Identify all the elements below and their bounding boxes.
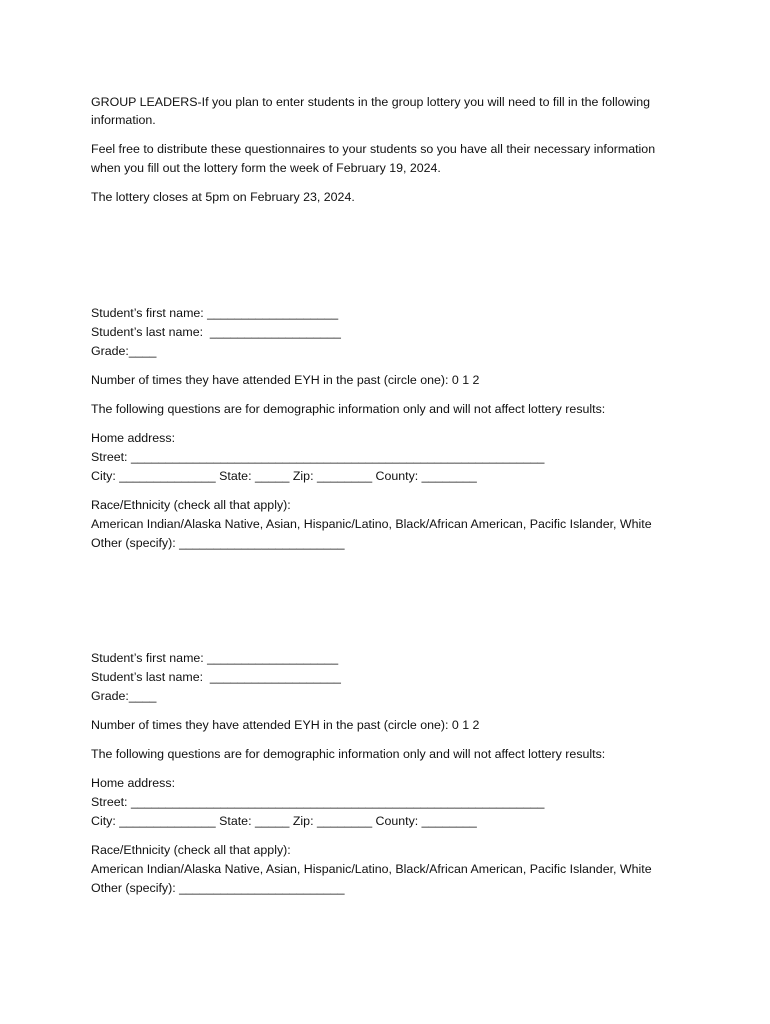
form2-home-address-label: Home address: <box>91 776 176 790</box>
intro-group-leaders-line: GROUP LEADERS-If you plan to enter students in the group lottery you will need to fill in the following <box>91 95 651 109</box>
form1-race-options: American Indian/Alaska Native, Asian, Hispanic/Latino, Black/African American, Pacific Islander, White <box>91 517 652 531</box>
form1-grade-field[interactable]: Grade:____ <box>91 344 157 358</box>
form1-demographic-note: The following questions are for demographic information only and will not affect lottery results: <box>91 402 606 416</box>
form2-city-state-zip-county-field[interactable]: City: ______________ State: _____ Zip: ________ County: ________ <box>91 814 477 828</box>
form2-last-name-field[interactable]: Student’s last name: ___________________ <box>91 670 341 684</box>
form1-race-heading: Race/Ethnicity (check all that apply): <box>91 498 291 512</box>
form2-race-heading: Race/Ethnicity (check all that apply): <box>91 843 291 857</box>
form2-other-field[interactable]: Other (specify): ________________________ <box>91 881 345 895</box>
form2-street-field[interactable]: Street: ____________________________________________________________ <box>91 795 545 809</box>
intro-lottery-closes: The lottery closes at 5pm on February 23, 2024. <box>91 190 355 204</box>
form2-first-name-field[interactable]: Student’s first name: ___________________ <box>91 651 339 665</box>
form1-city-state-zip-county-field[interactable]: City: ______________ State: _____ Zip: ________ County: ________ <box>91 469 477 483</box>
form2-grade-field[interactable]: Grade:____ <box>91 689 157 703</box>
form1-other-field[interactable]: Other (specify): ________________________ <box>91 536 345 550</box>
form2-race-options: American Indian/Alaska Native, Asian, Hispanic/Latino, Black/African American, Pacific Islander, White <box>91 862 652 876</box>
intro-group-leaders-line-cont: information. <box>91 113 156 127</box>
form1-last-name-field[interactable]: Student’s last name: ___________________ <box>91 325 341 339</box>
form2-demographic-note: The following questions are for demographic information only and will not affect lottery results: <box>91 747 606 761</box>
form1-attended-question: Number of times they have attended EYH in the past (circle one): 0 1 2 <box>91 373 480 387</box>
form1-street-field[interactable]: Street: ____________________________________________________________ <box>91 450 545 464</box>
intro-distribute-line-cont: when you fill out the lottery form the week of February 19, 2024. <box>91 161 441 175</box>
form1-home-address-label: Home address: <box>91 431 176 445</box>
form1-first-name-field[interactable]: Student’s first name: ___________________ <box>91 306 339 320</box>
intro-distribute-line: Feel free to distribute these questionnaires to your students so you have all their necessary information <box>91 142 656 156</box>
form2-attended-question: Number of times they have attended EYH in the past (circle one): 0 1 2 <box>91 718 480 732</box>
